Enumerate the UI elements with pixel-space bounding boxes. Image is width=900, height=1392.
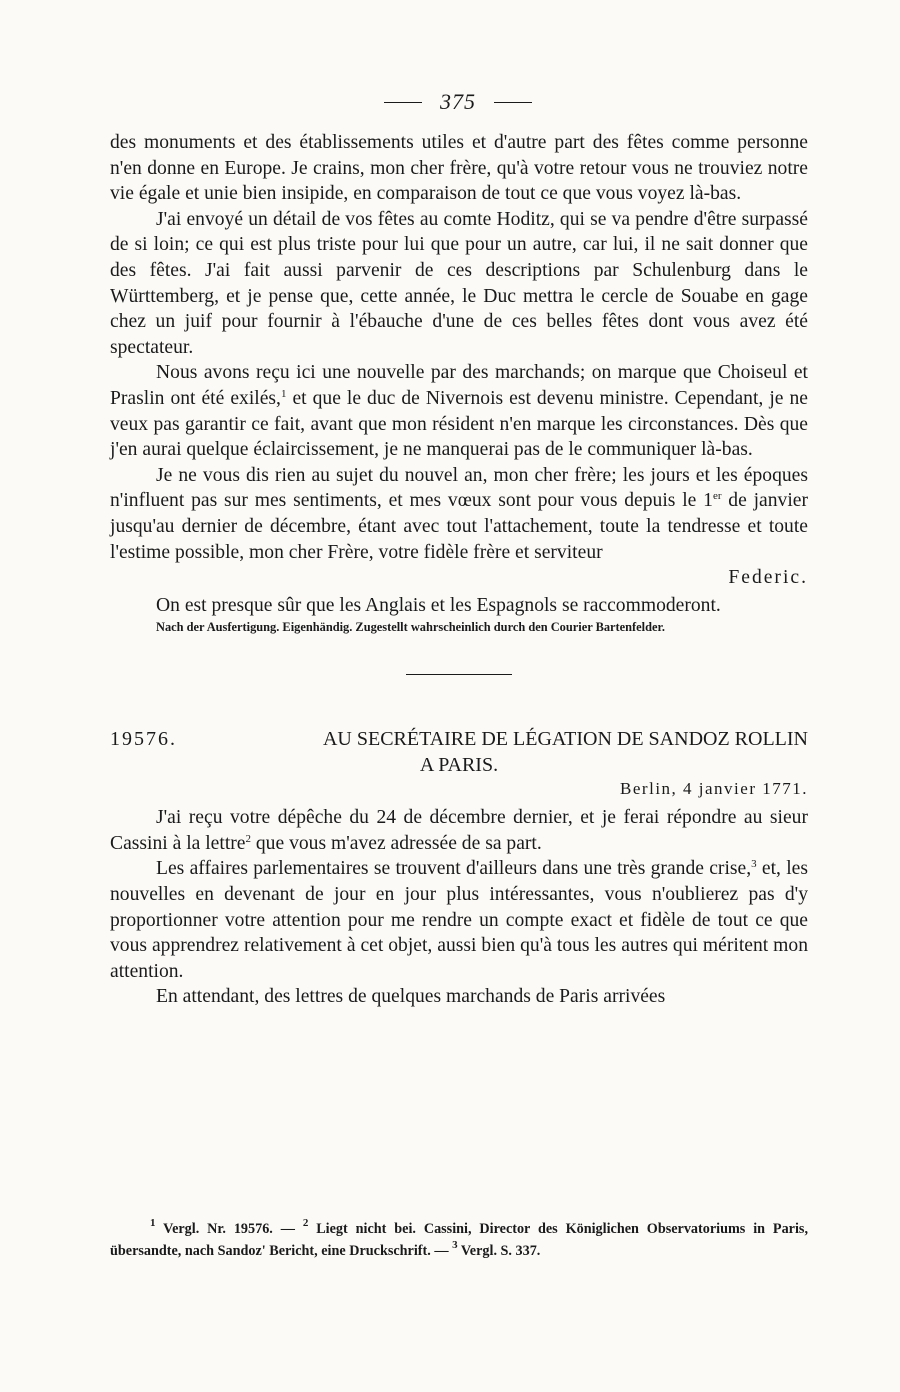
paragraph xyxy=(110,856,808,984)
letter-number: 19576. xyxy=(110,728,177,751)
page-header xyxy=(108,82,808,122)
footnotes xyxy=(110,1218,808,1262)
footnote-text: Vergl. S. 337. xyxy=(457,1243,541,1259)
page-number: 375 xyxy=(440,89,476,114)
paragraph xyxy=(110,463,808,565)
header-rule-right xyxy=(494,102,532,103)
footnote-ref: 1 xyxy=(280,387,287,400)
text-run: Je ne vous dis rien au sujet du nouvel an, mon cher frère; les jours et les époques n'influent pas sur mes sentiments, et mes vœux sont pour vous depuis le 1 xyxy=(110,464,808,512)
paragraph: des monuments et des établissements utiles et d'autre part des fêtes comme personne n'en donne en Europe. Je crains, mon cher frère, qu'à votre retour vous ne trouviez notre vie égale et unie bien insipide, en comparaison de tout ce que vous voyez là-bas. xyxy=(110,132,808,205)
section-separator xyxy=(406,674,512,675)
footnote-ref: 2 xyxy=(245,832,251,845)
footnote-mark: 3 xyxy=(452,1239,458,1251)
signature: Federic. xyxy=(728,567,808,589)
footnote-text: Liegt nicht bei. Cassini, Director des Königlichen Observatoriums in Paris, übersandte, nach Sandoz' Bericht, eine Druckschrift. — xyxy=(110,1221,808,1259)
text-run: que vous m'avez adressée de sa part. xyxy=(250,832,542,854)
text-run: Les affaires parlementaires se trouvent d'ailleurs dans une très grande crise, xyxy=(156,858,752,880)
letter-title-continued: A PARIS. xyxy=(419,754,499,777)
text-run: et que le duc de Nivernois est devenu ministre. Cependant, je ne veux pas garantir ce fait, avant que mon résident n'en marque les circonstances. Dès que j'en aurai quelque éclaircissement, je ne manquerai pas de le communiquer là-bas. xyxy=(110,387,808,461)
text-run: de janvier jusqu'au dernier de décembre, étant avec tout l'attachement, toute la tendresse et toute l'estime possible, mon cher Frère, votre fidèle frère et serviteur xyxy=(110,490,808,563)
dateline: Berlin, 4 janvier 1771. xyxy=(620,779,808,799)
document-page xyxy=(110,82,808,1010)
footnote-mark: 1 xyxy=(150,1217,156,1229)
superscript: er xyxy=(712,490,722,503)
paragraph: J'ai envoyé un détail de vos fêtes au comte Hoditz, qui se va pendre d'être surpassé de si loin; ce qui est plus triste pour lui que pour un autre, car lui, il ne sait donner que des fêtes. J'ai fait aussi parvenir de ces descriptions par Schulenburg dans le Württemberg, et je pense que, cette année, le Duc mettra le cercle de Souabe en gage chez un juif pour fournir à l'ébauche d'une de ces belles fêtes dont vous avez été spectateur. xyxy=(110,208,808,358)
footnote-ref: 3 xyxy=(751,858,757,871)
footnote-text: Vergl. Nr. 19576. — xyxy=(155,1221,303,1237)
footnote-mark: 2 xyxy=(302,1217,309,1229)
previous-letter xyxy=(110,130,808,636)
letter-heading-line xyxy=(110,727,808,751)
postscript: On est presque sûr que les Anglais et les Espagnols se raccommoderont. xyxy=(156,594,721,616)
paragraph: En attendant, des lettres de quelques marchands de Paris arrivées xyxy=(156,986,666,1008)
footnote-block xyxy=(110,1218,808,1262)
letter-heading xyxy=(110,727,808,777)
header-rule-left xyxy=(384,102,422,103)
paragraph xyxy=(110,360,808,462)
letter-body xyxy=(110,805,808,1010)
source-note: Nach der Ausfertigung. Eigenhändig. Zugestellt wahrscheinlich durch den Courier Bartenfelder. xyxy=(156,620,665,635)
text-run: Nous avons reçu ici une nouvelle par des marchands; on marque que Choiseul et Praslin ont été exilés, xyxy=(110,362,808,409)
letter-title: AU SECRÉTAIRE DE LÉGATION DE SANDOZ ROLLIN xyxy=(322,728,808,751)
text-run: et, les nouvelles en devenant de jour en jour plus intéressantes, vous n'oublierez pas d'y proportionner votre attention pour me rendre un compte exact et fidèle de tout ce que vous apprendrez relativement à cet objet, aussi bien qu'à tous les autres qui méritent mon attention. xyxy=(110,858,808,982)
text-run: J'ai reçu votre dépêche du 24 de décembre dernier, et je ferai répondre au sieur Cassini à la lettre xyxy=(110,807,808,854)
paragraph xyxy=(110,805,808,856)
